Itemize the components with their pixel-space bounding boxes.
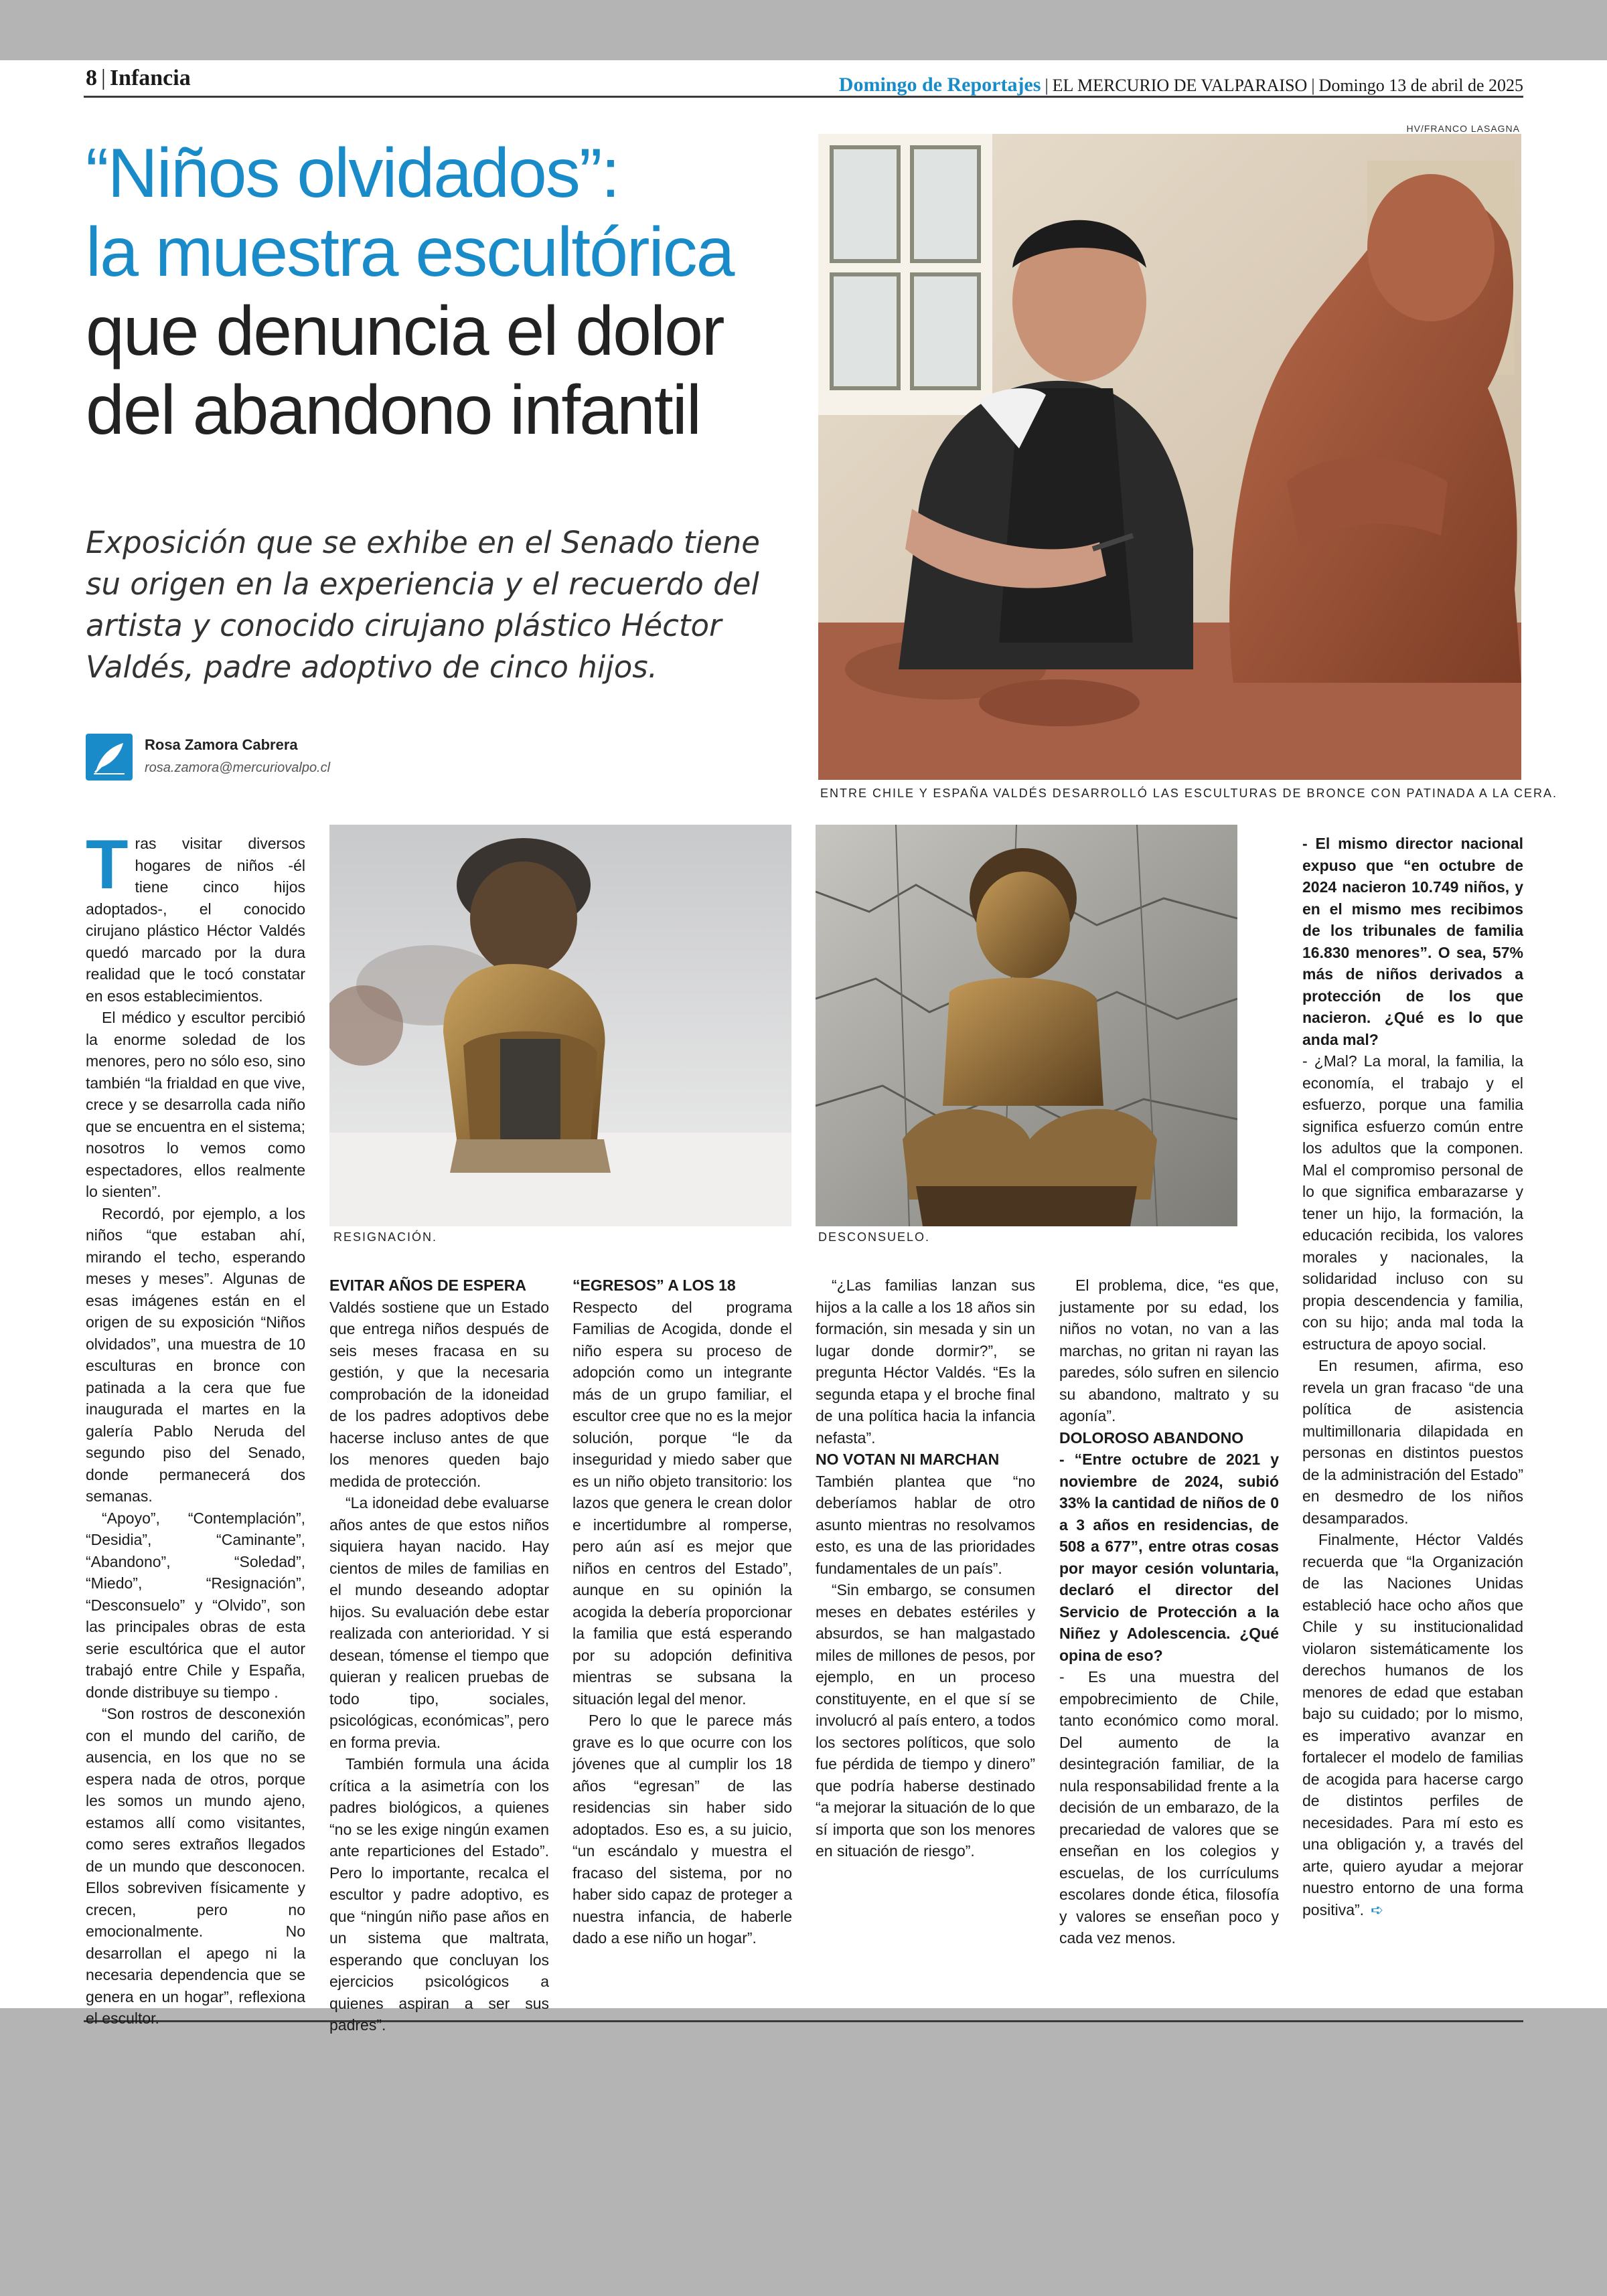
caption-resignacion: RESIGNACIÓN.	[333, 1230, 438, 1244]
interview-answer: - ¿Mal? La moral, la familia, la economía, el trabajo y el esfuerzo, porque una familia significa esfuerzo común entre los adultos que la componen. Mal el compromiso personal de lo que significa embarazarse y tener un hijo, la formación, la educación recibida, los valores morales y nacionales, la solidaridad incluso con su propia descendencia y familia, con su hijo; anda mal toda la estructura de apoyo social.	[1302, 1052, 1523, 1353]
photo-desconsuelo	[816, 825, 1237, 1226]
photo-credit: HV/FRANCO LASAGNA	[1406, 123, 1520, 134]
paragraph: “Son rostros de desconexión con el mundo del cariño, de ausencia, en los que no se espera nada de otros, porque les somos un mundo ajeno, estamos allí como visitantes, como seres extraños llegados de un mundo que desconocen. Ellos sobreviven físicamente y crecen, pero no emocionalmente. No desarrollan el apego ni la necesaria dependencia que se genera en un hogar”, reflexiona el escultor.	[86, 1705, 305, 2027]
paragraph: El médico y escultor percibió la enorme soledad de los menores, pero no sólo eso, sino también “la frialdad en que vive, crece y se desarrolla cada niño que se encuentra en el sistema; nosotros lo vemos como espectadores, ellos realmente lo sienten”.	[86, 1009, 305, 1200]
quill-icon	[86, 734, 133, 781]
subhead-no-votan: NO VOTAN NI MARCHAN	[816, 1451, 1000, 1468]
author-email[interactable]: rosa.zamora@mercuriovalpo.cl	[145, 760, 331, 775]
paragraph: Pero lo que le parece más grave es lo que ocurre con los jóvenes que al cumplir los 18 años “egresan” de las residencias sin haber sido adoptados. Eso es, a su juicio, “un escándalo y muestra el fracaso del sistema, por no haber sido capaz de proteger a nuestra infancia, de haberle dado a ese niño un hogar”.	[572, 1712, 792, 1947]
headline-line-1: “Niños olvidados”:	[86, 135, 619, 212]
page-number: 8	[86, 66, 97, 90]
caption-desconsuelo: DESCONSUELO.	[818, 1230, 931, 1244]
photo-resignacion	[329, 825, 791, 1226]
top-margin	[0, 0, 1607, 60]
author-name: Rosa Zamora Cabrera	[145, 736, 298, 753]
paragraph: El problema, dice, “es que, justamente por su edad, los niños no votan, no van a las marchas, no gritan ni rayan las paredes, sólo sufren en silencio su abandono, maltrato y su agonía”.	[1059, 1277, 1279, 1424]
paragraph: “¿Las familias lanzan sus hijos a la calle a los 18 años sin formación, sin mesada y sin un lugar donde dormir?”, se pregunta Héctor Valdés. “Es la segunda etapa y el broche final de una política hacia la infancia nefasta”.	[816, 1277, 1035, 1447]
interview-question: - “Entre octubre de 2021 y noviembre de 2024, subió 33% la cantidad de niños de 0 a 3 años en residencias, de 508 a 677”, entre otras cosas por mayor cesión voluntaria, declaró el director del Servicio de Protección a la Niñez y Adolescencia. ¿Qué opina de eso?	[1059, 1451, 1279, 1664]
paragraph: “Apoyo”, “Contemplación”, “Desidia”, “Caminante”, “Abandono”, “Soledad”, “Miedo”, “Resignación”, “Desconsuelo” y “Olvido”, son las principales obras de esta serie escultórica que el autor trabajó entre Chile y España, donde distribuye su tiempo .	[86, 1509, 305, 1701]
column-2	[329, 1275, 549, 2036]
header-separator: |	[1311, 76, 1315, 95]
newspaper-name: EL MERCURIO DE VALPARAISO	[1052, 76, 1308, 95]
column-1	[86, 826, 305, 2030]
paragraph	[86, 826, 305, 1007]
column-4	[816, 1275, 1035, 1862]
paragraph: En resumen, afirma, eso revela un gran fracaso “de una política de asistencia multimillonaria dilapidada en personas en distintos puestos de la administración del Estado” en desmedro de los niños desamparados.	[1302, 1357, 1523, 1527]
subhead-evitar: EVITAR AÑOS DE ESPERA	[329, 1277, 526, 1294]
subhead-doloroso: DOLOROSO ABANDONO	[1059, 1428, 1244, 1447]
column-5	[1059, 1275, 1279, 1949]
paragraph: Respecto del programa Familias de Acogida, donde el niño espera su proceso de adopción como un integrante más de un grupo familiar, el escultor cree que no es la mejor solución, porque “le da inseguridad y miedo saber que es un niño objeto transitorio: los lazos que genera le crean dolor e incertidumbre al romperse, pero aún así es mejor que niños en centros del Estado”, aunque en su opinión la acogida la debería proporcionar la familia que está esperando por su adopción definitiva mientras se subsana la situación legal del menor.	[572, 1298, 792, 1708]
main-photo-caption: ENTRE CHILE Y ESPAÑA VALDÉS DESARROLLÓ LAS ESCULTURAS DE BRONCE CON PATINADA A LA CERA.	[820, 787, 1557, 800]
paragraph: “Sin embargo, se consumen meses en debates estériles y absurdos, se han malgastado miles de millones de pesos, por ejemplo, en un proceso constituyente, en el que sí se involucró al país entero, a todos los sectores políticos, que solo fue pérdida de tiempo y dinero” que podría haberse destinado “a mejorar la situación de lo que sí importa que son los menores en situación de riesgo”.	[816, 1581, 1035, 1860]
interview-answer: - Es una muestra del empobrecimiento de Chile, tanto económico como moral. Del aumento de la desintegración familiar, de la nula responsabilidad frente a la decisión de un embarazo, de la precariedad de valores que se enseñan en los colegios y escuelas, de los currículums escolares donde ética, filosofía y valores se enseñan poco y cada vez menos.	[1059, 1668, 1279, 1947]
headline-line-2: la muestra escultórica	[86, 214, 734, 291]
main-photo-sculptor	[818, 134, 1521, 780]
section-name: Infancia	[109, 66, 191, 90]
paragraph-text: ras visitar diversos hogares de niños -él tiene cinco hijos adoptados-, el conocido cirujano plástico Héctor Valdés quedó marcado por la dura realidad que le tocó constatar en esos establecimientos.	[86, 835, 305, 1005]
paragraph-text: Finalmente, Héctor Valdés recuerda que “la Organización de las Naciones Unidas estableció hace ocho años que Chile y su institucionalidad violaron sistemáticamente los derechos humanos de los menores de edad que estaban bajo su cuidado; por lo mismo, es imperativo avanzar en fortalecer el modelo de familias de acogida para hacerse cargo de distintos perfiles de necesidades. Para mí esto es una obligación y, a través del arte, quiero ayudar a mejorar nuestro entorno de una forma positiva”.	[1302, 1531, 1523, 1918]
header-separator: |	[101, 66, 106, 90]
header-separator: |	[1045, 76, 1049, 95]
end-arrow-icon: ➪	[1371, 1900, 1384, 1918]
column-6	[1302, 833, 1523, 1920]
paragraph: Recordó, por ejemplo, a los niños “que estaban ahí, mirando el techo, esperando meses y meses”. Algunas de esas imágenes están en el origen de su exposición “Niños olvidados”, una muestra de 10 esculturas en bronce con patinada a la cera que fue inaugurada el martes en la galería Pablo Neruda del segundo piso del Senado, donde permanecerá dos semanas.	[86, 1204, 305, 1505]
paragraph: También plantea que “no deberíamos hablar de otro asunto mientras no resolvamos esto, es una de las prioridades fundamentales de un país”.	[816, 1472, 1035, 1577]
issue-date: Domingo 13 de abril de 2025	[1318, 76, 1523, 95]
paragraph: Valdés sostiene que un Estado que entrega niños después de seis meses fracasa en su gestión, y que la necesaria comprobación de la idoneidad de los padres adoptivos debe hacerse incluso antes de que los menores queden bajo medida de protección.	[329, 1298, 549, 1490]
page-header-right	[839, 74, 1523, 96]
subhead-egresos: “EGRESOS” A LOS 18	[572, 1277, 736, 1294]
headline	[86, 134, 809, 450]
headline-line-4: del abandono infantil	[86, 372, 700, 449]
paragraph: “La idoneidad debe evaluarse años antes de que estos niños siquiera hayan nacido. Hay cientos de miles de familias en el mundo deseando adoptar hijos. Su evaluación debe estar realizada con anterioridad. Y si desean, tómense el tiempo que quieran y realicen pruebas de todo tipo, sociales, psicológicas, económicas”, pero en forma previa.	[329, 1494, 549, 1751]
paragraph	[1302, 1529, 1523, 1920]
interview-question: - El mismo director nacional expuso que “en octubre de 2024 nacieron 10.749 niños, y en el mismo mes recibimos de los tribunales de familia 16.830 menores”. O sea, 57% más de niños derivados a protección de los que nacieron. ¿Qué es lo que anda mal?	[1302, 835, 1523, 1048]
drop-cap: T	[86, 826, 129, 904]
headline-line-3: que denuncia el dolor	[86, 293, 724, 370]
page-header-left	[86, 66, 191, 91]
supplement-name: Domingo de Reportajes	[838, 74, 1041, 96]
paragraph: También formula una ácida crítica a la asimetría con los padres biológicos, a quienes “no se les exige ningún examen ante reparticiones del Estado”. Pero lo importante, recalca el escultor y padre adoptivo, es que “ningún niño pase años en un sistema que maltrata, esperando que concluyan los ejercicios psicológicos a quienes aspiran a ser sus padres”.	[329, 1755, 549, 2034]
header-rule	[84, 96, 1523, 98]
subheadline: Exposición que se exhibe en el Senado tiene su origen en la experiencia y el recuerdo del artista y conocido cirujano plástico Héctor Valdés, padre adoptivo de cinco hijos.	[86, 525, 760, 685]
column-3	[572, 1275, 792, 1949]
